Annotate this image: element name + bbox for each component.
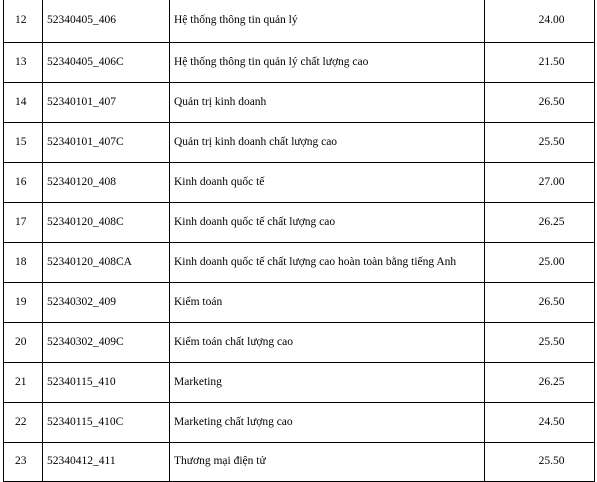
score-cell: 26.25 [485, 203, 595, 243]
major-name-cell: Marketing chất lượng cao [170, 403, 485, 443]
major-name-cell: Quản trị kinh doanh [170, 83, 485, 123]
major-code-cell: 52340405_406C [43, 43, 170, 83]
score-cell: 25.50 [485, 323, 595, 363]
row-number-cell: 21 [4, 363, 43, 403]
score-cell: 26.50 [485, 83, 595, 123]
table-row [4, 323, 595, 363]
table-row [4, 163, 595, 203]
row-number-cell: 15 [4, 123, 43, 163]
major-name-cell: Marketing [170, 363, 485, 403]
table-row [4, 203, 595, 243]
major-name-cell: Hệ thống thông tin quản lý [170, 0, 485, 43]
score-cell: 26.50 [485, 283, 595, 323]
major-code-cell: 52340302_409C [43, 323, 170, 363]
major-name-cell: Thương mại điện tử [170, 443, 485, 482]
score-cell: 24.50 [485, 403, 595, 443]
major-name-cell: Kinh doanh quốc tế chất lượng cao hoàn toàn bằng tiếng Anh [170, 243, 485, 283]
row-number-cell: 18 [4, 243, 43, 283]
row-number-cell: 23 [4, 443, 43, 482]
table-row [4, 443, 595, 482]
major-name-cell: Kinh doanh quốc tế [170, 163, 485, 203]
table-row [4, 0, 595, 43]
admission-score-table [3, 0, 595, 482]
row-number-cell: 17 [4, 203, 43, 243]
table-row [4, 243, 595, 283]
table-body [4, 0, 595, 482]
table-row [4, 363, 595, 403]
major-name-cell: Kiểm toán [170, 283, 485, 323]
major-name-cell: Quản trị kinh doanh chất lượng cao [170, 123, 485, 163]
major-code-cell: 52340412_411 [43, 443, 170, 482]
row-number-cell: 19 [4, 283, 43, 323]
score-cell: 24.00 [485, 0, 595, 43]
major-code-cell: 52340120_408CA [43, 243, 170, 283]
row-number-cell: 22 [4, 403, 43, 443]
table-row [4, 83, 595, 123]
table-row [4, 123, 595, 163]
major-code-cell: 52340302_409 [43, 283, 170, 323]
major-code-cell: 52340405_406 [43, 0, 170, 43]
major-code-cell: 52340120_408 [43, 163, 170, 203]
major-name-cell: Kiểm toán chất lượng cao [170, 323, 485, 363]
major-code-cell: 52340115_410 [43, 363, 170, 403]
table-row [4, 283, 595, 323]
major-code-cell: 52340115_410C [43, 403, 170, 443]
major-code-cell: 52340101_407 [43, 83, 170, 123]
table-row [4, 403, 595, 443]
score-cell: 26.25 [485, 363, 595, 403]
row-number-cell: 13 [4, 43, 43, 83]
major-code-cell: 52340101_407C [43, 123, 170, 163]
major-name-cell: Hệ thống thông tin quản lý chất lượng cao [170, 43, 485, 83]
score-cell: 21.50 [485, 43, 595, 83]
score-cell: 25.50 [485, 443, 595, 482]
score-cell: 27.00 [485, 163, 595, 203]
score-cell: 25.00 [485, 243, 595, 283]
major-name-cell: Kinh doanh quốc tế chất lượng cao [170, 203, 485, 243]
table-row [4, 43, 595, 83]
row-number-cell: 12 [4, 0, 43, 43]
row-number-cell: 16 [4, 163, 43, 203]
row-number-cell: 20 [4, 323, 43, 363]
score-cell: 25.50 [485, 123, 595, 163]
row-number-cell: 14 [4, 83, 43, 123]
major-code-cell: 52340120_408C [43, 203, 170, 243]
